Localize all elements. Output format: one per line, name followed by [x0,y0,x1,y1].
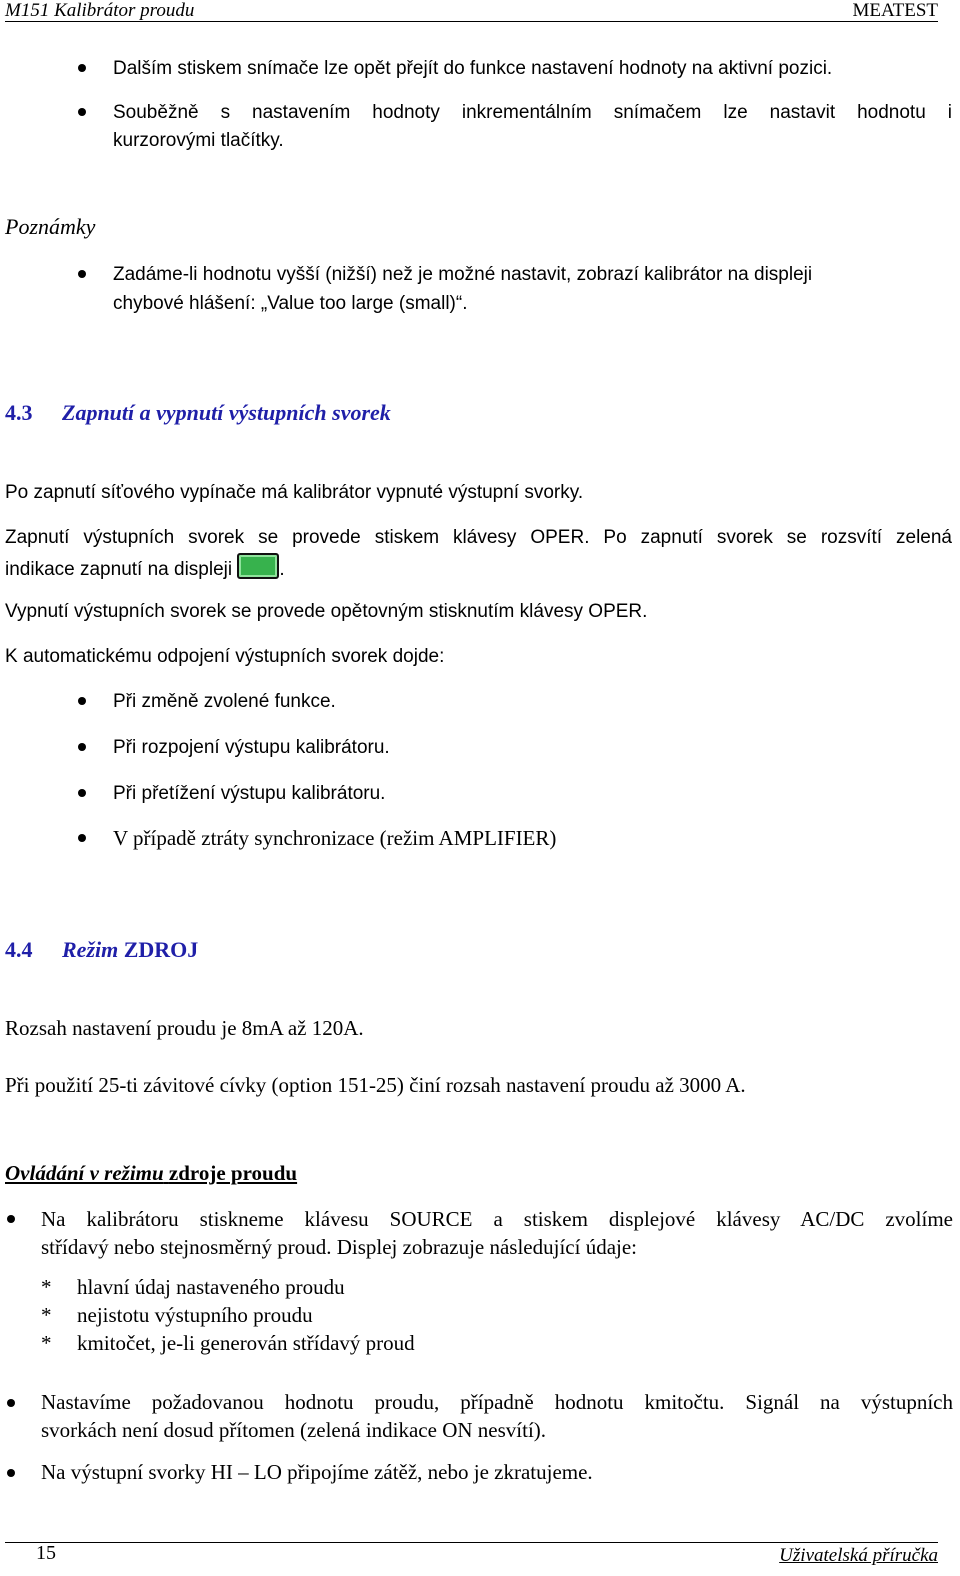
list-item: V případě ztráty synchronizace (režim AMPLIFIER) [113,826,557,850]
section-number: 4.3 [5,400,33,425]
star-marker: * [41,1275,52,1299]
bullet-icon [78,108,86,116]
paragraph: Po zapnutí síťového vypínače má kalibrátor vypnuté výstupní svorky. [5,482,584,503]
footer-title: Uživatelská příručka [779,1545,938,1566]
bullet-icon [78,789,86,797]
list-item-continuation: střídavý nebo stejnosměrný proud. Displej zobrazuje následující údaje: [41,1235,638,1259]
paragraph: Vypnutí výstupních svorek se provede opětovným stisknutím klávesy OPER. [5,601,648,622]
star-marker: * [41,1303,52,1327]
list-item: Při přetížení výstupu kalibrátoru. [113,783,386,804]
paragraph: K automatickému odpojení výstupních svorek dojde: [5,646,445,667]
list-item: Při rozpojení výstupu kalibrátoru. [113,737,390,758]
bullet-icon [7,1399,15,1407]
section-title: Zapnutí a vypnutí výstupních svorek [62,400,391,425]
note-text-continuation: chybové hlášení: „Value too large (small)“. [113,293,468,314]
list-item: Souběžně s nastavením hodnoty inkrementálním snímačem lze nastavit hodnotu i [113,102,952,123]
paragraph-continuation: indikace zapnutí na displeji . [5,553,285,584]
paragraph: Při použití 25-ti závitové cívky (option 151-25) činí rozsah nastavení proudu až 3000 A. [5,1073,746,1097]
section-number: 4.4 [5,937,33,962]
star-marker: * [41,1331,52,1355]
subsection-heading: Ovládání v režimu zdroje proudu [5,1161,298,1185]
header-title: M151 Kalibrátor proudu [5,0,195,21]
header-divider [5,21,938,22]
paragraph: Rozsah nastavení proudu je 8mA až 120A. [5,1016,364,1040]
page-number: 15 [36,1542,56,1564]
list-item-continuation: svorkách není dosud přítomen (zelená indikace ON nesvítí). [41,1418,547,1442]
note-text: Zadáme-li hodnotu vyšší (nižší) než je možné nastavit, zobrazí kalibrátor na displeji [113,264,813,285]
list-item: Dalším stiskem snímače lze opět přejít do funkce nastavení hodnoty na aktivní pozici. [113,58,833,79]
list-item: Na výstupní svorky HI – LO připojíme zátěž, nebo je zkratujeme. [41,1460,593,1484]
star-item: nejistotu výstupního proudu [77,1303,313,1327]
list-item: Nastavíme požadovanou hodnotu proudu, případně hodnotu kmitočtu. Signál na výstupních [41,1390,953,1414]
bullet-icon [7,1215,15,1223]
list-item-continuation: kurzorovými tlačítky. [113,130,284,151]
section-title: Režim ZDROJ [62,937,199,962]
notes-heading: Poznámky [5,214,96,239]
header-brand: MEATEST [852,0,938,21]
bullet-icon [78,270,86,278]
bullet-icon [78,697,86,705]
paragraph: Zapnutí výstupních svorek se provede stiskem klávesy OPER. Po zapnutí svorek se rozsvítí zelená [5,527,952,548]
bullet-icon [78,64,86,72]
bullet-icon [7,1469,15,1477]
star-item: hlavní údaj nastaveného proudu [77,1275,345,1299]
list-item: Při změně zvolené funkce. [113,691,336,712]
star-item: kmitočet, je-li generován střídavý proud [77,1331,415,1355]
green-indicator-icon [237,553,279,579]
bullet-icon [78,743,86,751]
bullet-icon [78,834,86,842]
list-item: Na kalibrátoru stiskneme klávesu SOURCE a stiskem displejové klávesy AC/DC zvolíme [41,1207,953,1231]
footer-divider [5,1542,938,1543]
